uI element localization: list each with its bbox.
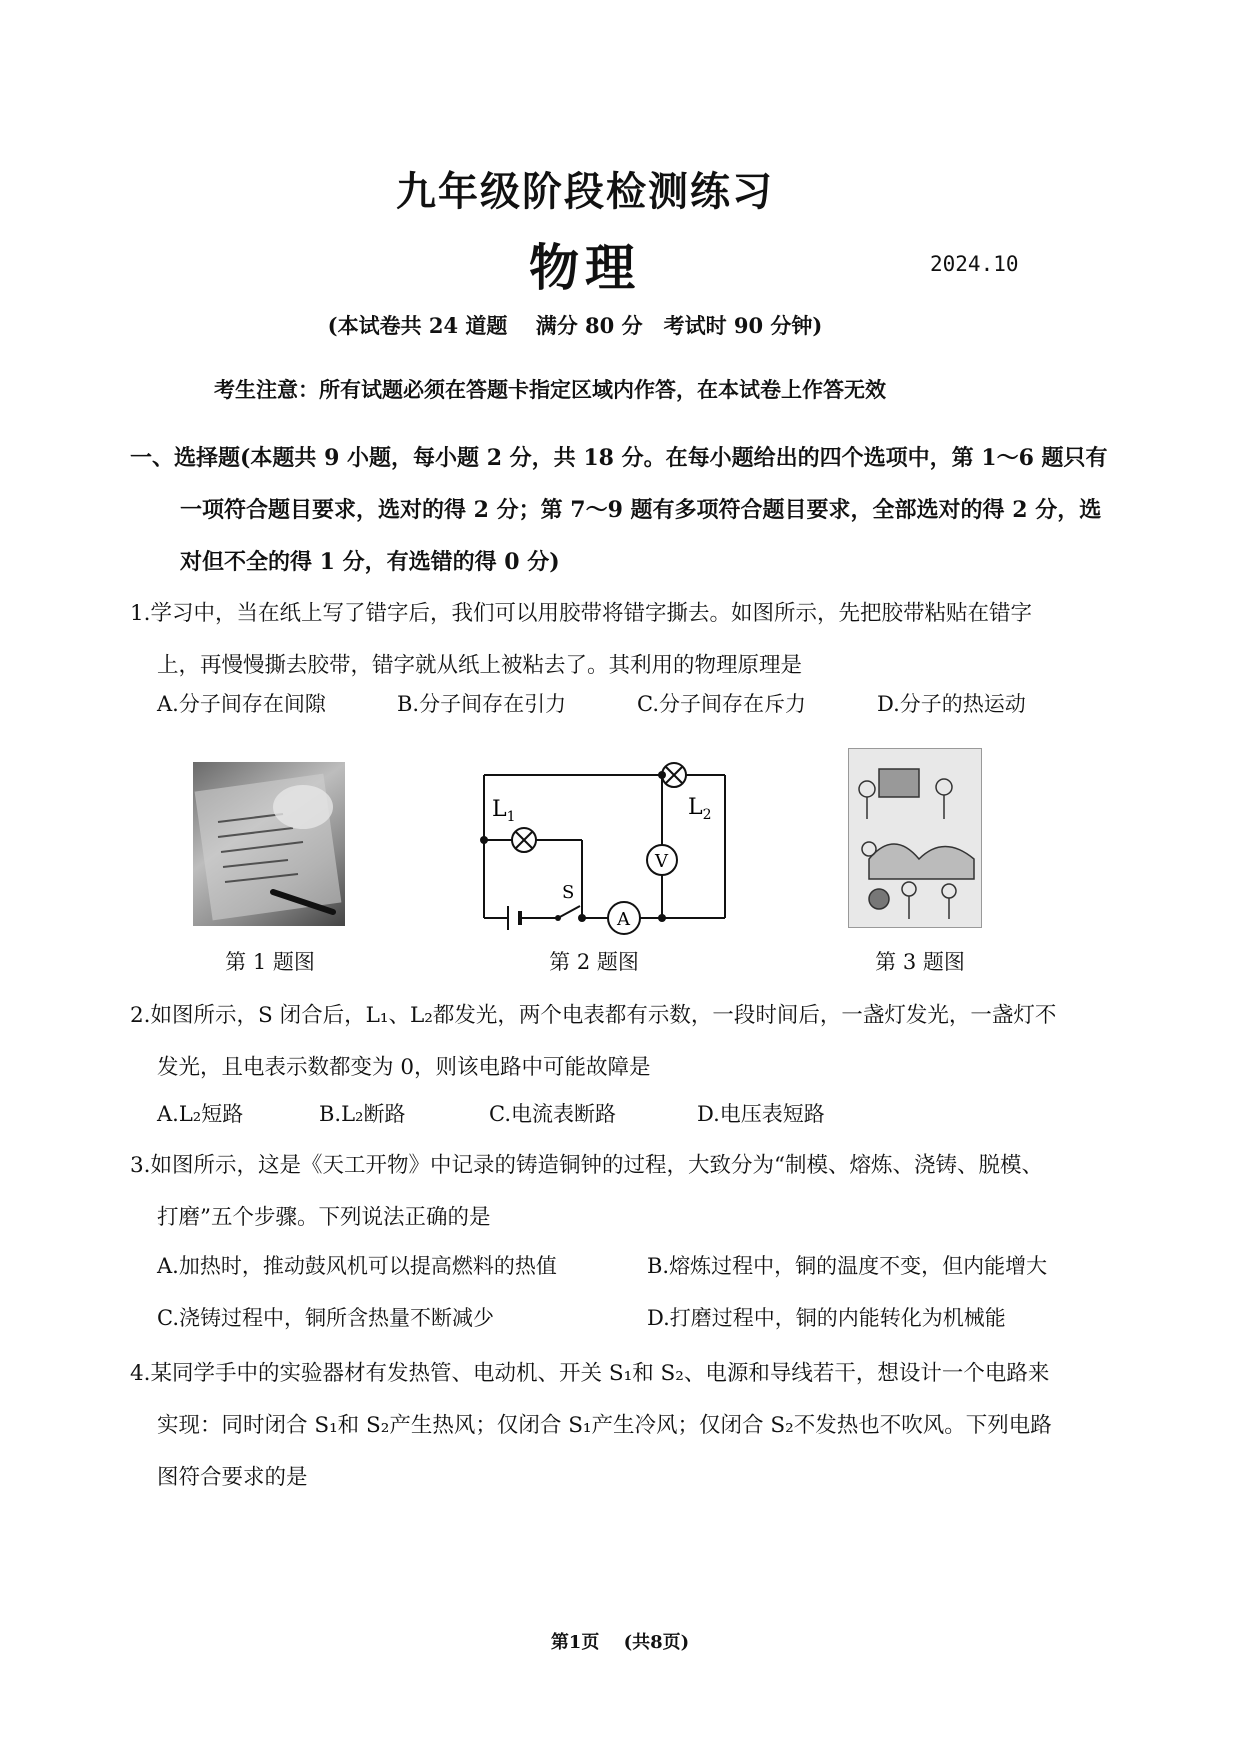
voltmeter-label: V — [655, 851, 668, 872]
q1-option-a: A.分子间存在间隙 — [157, 692, 326, 716]
question-2-line-1: 2.如图所示，S 闭合后，L₁、L₂都发光，两个电表都有示数，一段时间后，一盏灯发光，一盏灯不 — [130, 1003, 1057, 1028]
question-2 — [130, 990, 1120, 1094]
section-1-heading — [130, 432, 1120, 588]
exam-title: 九年级阶段检测练习 — [396, 168, 774, 215]
question-1 — [130, 588, 1120, 692]
q3-option-b: B.熔炼过程中，铜的温度不变，但内能增大 — [647, 1254, 1048, 1278]
question-3-line-2: 打磨”五个步骤。下列说法正确的是 — [157, 1205, 491, 1230]
q3-option-a: A.加热时，推动鼓风机可以提高燃料的热值 — [157, 1254, 557, 1278]
exam-notice: 考生注意：所有试题必须在答题卡指定区域内作答，在本试卷上作答无效 — [214, 377, 886, 402]
section-1-line-1: 一、选择题(本题共 9 小题，每小题 2 分，共 18 分。在每小题给出的四个选项中，第 1～6 题只有 — [130, 445, 1108, 471]
subject-title: 物理 — [529, 238, 641, 297]
question-1-line-2: 上，再慢慢撕去胶带，错字就从纸上被粘去了。其利用的物理原理是 — [157, 653, 803, 678]
question-4-line-1: 4.某同学手中的实验器材有发热管、电动机、开关 S₁和 S₂、电源和导线若干，想设计一个电路来 — [130, 1361, 1050, 1386]
figure-3-caption: 第 3 题图 — [875, 950, 965, 974]
exam-date: 2024.10 — [930, 252, 1019, 276]
q1-option-c: C.分子间存在斥力 — [637, 692, 806, 716]
q1-option-b: B.分子间存在引力 — [397, 692, 567, 716]
question-3-options — [157, 1250, 1117, 1330]
question-4-line-3: 图符合要求的是 — [157, 1465, 308, 1490]
question-3 — [130, 1140, 1120, 1244]
figure-2-caption: 第 2 题图 — [549, 950, 639, 974]
section-1-line-2: 一项符合题目要求，选对的得 2 分；第 7～9 题有多项符合题目要求，全部选对的得 2 分，选 — [180, 497, 1102, 523]
figure-2-circuit — [470, 750, 740, 940]
q3-option-c: C.浇铸过程中，铜所含热量不断减少 — [157, 1306, 494, 1330]
q3-option-d: D.打磨过程中，铜的内能转化为机械能 — [647, 1306, 1006, 1330]
question-4-line-2: 实现：同时闭合 S₁和 S₂产生热风；仅闭合 S₁产生冷风；仅闭合 S₂不发热也不吹风。下列电路 — [157, 1413, 1052, 1438]
q2-option-c: C.电流表断路 — [489, 1102, 616, 1126]
exam-info: (本试卷共 24 道题 满分 80 分 考试时 90 分钟) — [327, 313, 823, 338]
lamp-2-label: $L_2$ — [688, 795, 712, 823]
section-1-line-3: 对但不全的得 1 分，有选错的得 0 分) — [180, 549, 560, 575]
q1-option-d: D.分子的热运动 — [877, 692, 1026, 716]
q2-option-d: D.电压表短路 — [697, 1102, 825, 1126]
q2-option-a: A.L₂短路 — [157, 1102, 244, 1126]
question-4 — [130, 1348, 1120, 1504]
question-2-line-2: 发光，且电表示数都变为 0，则该电路中可能故障是 — [157, 1055, 651, 1080]
page-footer: 第1页 (共8页) — [550, 1632, 690, 1653]
lamp-1-label: $L_1$ — [492, 797, 516, 825]
question-1-line-1: 1.学习中，当在纸上写了错字后，我们可以用胶带将错字撕去。如图所示，先把胶带粘贴在错字 — [130, 601, 1033, 626]
figure-3-illustration — [848, 748, 982, 928]
question-3-line-1: 3.如图所示，这是《天工开物》中记录的铸造铜钟的过程，大致分为“制模、熔炼、浇铸、脱模、 — [130, 1153, 1044, 1178]
figure-1-caption: 第 1 题图 — [225, 950, 315, 974]
figure-1-photo — [193, 762, 345, 926]
q2-option-b: B.L₂断路 — [319, 1102, 406, 1126]
switch-label: S — [562, 882, 575, 903]
ammeter-label: A — [617, 909, 630, 930]
